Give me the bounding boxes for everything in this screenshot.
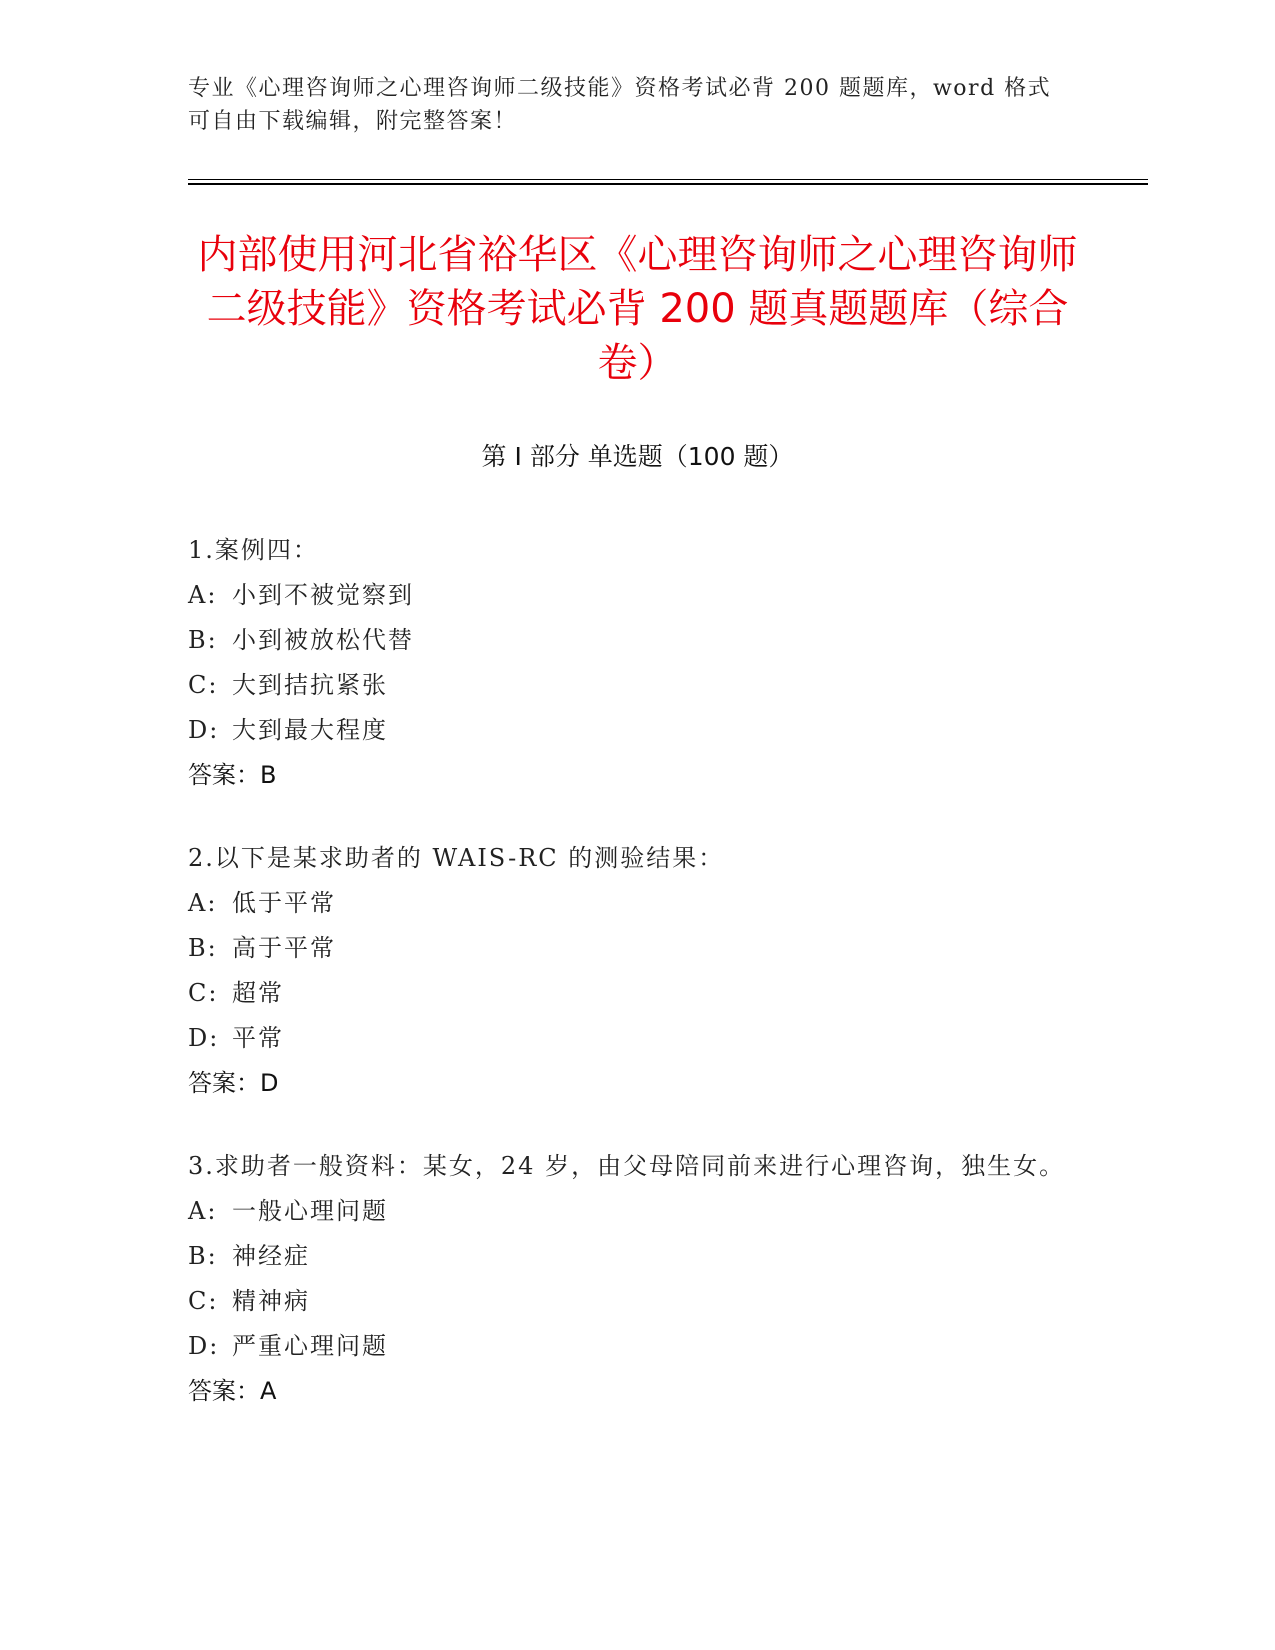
- option-a: [188, 573, 1068, 618]
- option-text: 低于平常: [232, 889, 336, 917]
- option-b: [188, 926, 1068, 971]
- answer: 答案：A: [188, 1377, 277, 1405]
- answer: 答案：B: [188, 761, 277, 789]
- answer: 答案：D: [188, 1069, 279, 1097]
- option-letter: D:: [188, 1024, 220, 1052]
- option-text: 大到拮抗紧张: [232, 671, 388, 699]
- question-stem: 1.案例四：: [188, 536, 319, 564]
- question-stem: 2.以下是某求助者的 WAIS-RC 的测验结果：: [188, 844, 725, 872]
- option-letter: C:: [188, 979, 219, 1007]
- option-letter: B:: [188, 626, 218, 654]
- section-title: 第 I 部分 单选题（100 题）: [481, 442, 794, 471]
- option-d: [188, 1016, 1068, 1061]
- option-b: [188, 618, 1068, 663]
- header-divider-thin: [188, 179, 1148, 180]
- option-d: [188, 1324, 1068, 1369]
- document-title: 内部使用河北省裕华区《心理咨询师之心理咨询师二级技能》资格考试必背 200 题真题题库（综合卷）: [197, 232, 1078, 386]
- header-note: 专业《心理咨询师之心理咨询师二级技能》资格考试必背 200 题题库，word 格式可自由下载编辑，附完整答案！: [188, 76, 1052, 134]
- option-letter: C:: [188, 1287, 219, 1315]
- option-text: 严重心理问题: [232, 1332, 388, 1360]
- option-text: 精神病: [232, 1287, 310, 1315]
- option-text: 小到不被觉察到: [232, 581, 414, 609]
- option-c: [188, 1279, 1068, 1324]
- option-a: [188, 1189, 1068, 1234]
- question-list: [188, 528, 1068, 1452]
- option-letter: D:: [188, 1332, 220, 1360]
- option-letter: A:: [188, 581, 218, 609]
- option-text: 平常: [232, 1024, 284, 1052]
- option-letter: C:: [188, 671, 219, 699]
- option-text: 超常: [232, 979, 284, 1007]
- question-stem: 3.求助者一般资料：某女，24 岁，由父母陪同前来进行心理咨询，独生女。: [188, 1152, 1066, 1180]
- option-text: 高于平常: [232, 934, 336, 962]
- option-letter: A:: [188, 1197, 218, 1225]
- option-letter: D:: [188, 716, 220, 744]
- header-divider-thick: [188, 183, 1148, 185]
- question-1: [188, 528, 1068, 798]
- question-2: [188, 836, 1068, 1106]
- option-letter: B:: [188, 1242, 218, 1270]
- question-3: [188, 1144, 1068, 1414]
- option-text: 小到被放松代替: [232, 626, 414, 654]
- option-a: [188, 881, 1068, 926]
- option-d: [188, 708, 1068, 753]
- option-c: [188, 663, 1068, 708]
- option-text: 神经症: [232, 1242, 310, 1270]
- option-text: 一般心理问题: [232, 1197, 388, 1225]
- option-letter: B:: [188, 934, 218, 962]
- option-text: 大到最大程度: [232, 716, 388, 744]
- option-letter: A:: [188, 889, 218, 917]
- option-b: [188, 1234, 1068, 1279]
- option-c: [188, 971, 1068, 1016]
